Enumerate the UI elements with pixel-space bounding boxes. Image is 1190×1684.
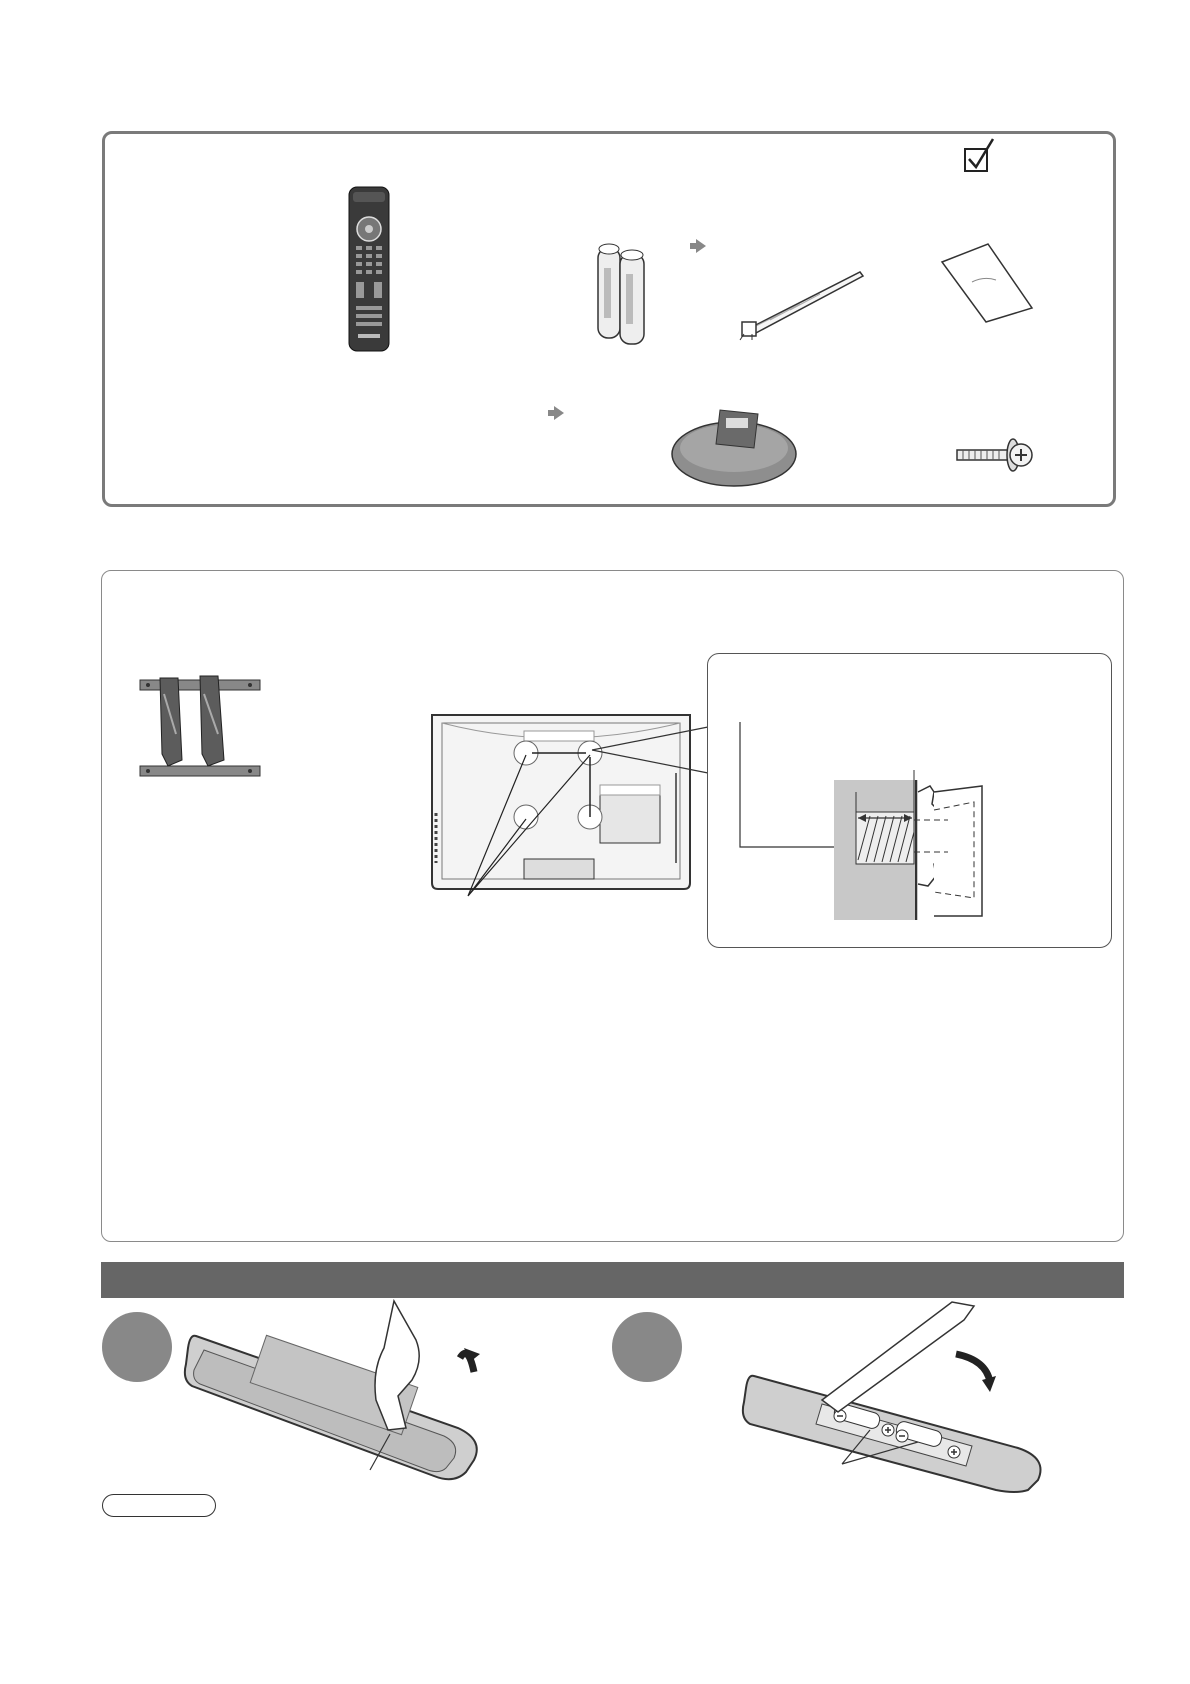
remote-insert-battery-icon xyxy=(742,1296,1054,1492)
screw-icon xyxy=(955,434,1033,476)
reference-arrow-icon xyxy=(690,239,706,253)
step-1-circle xyxy=(102,1312,172,1382)
pedestal-icon xyxy=(670,400,800,490)
section-banner xyxy=(101,1262,1124,1298)
note-label-pill xyxy=(102,1494,216,1517)
cable-tie-icon xyxy=(740,268,865,342)
booklet-icon xyxy=(940,242,1034,324)
zoom-connector-lines xyxy=(592,653,712,783)
battery-icon xyxy=(596,240,648,345)
step-2-circle xyxy=(612,1312,682,1382)
screw-detail-icon xyxy=(738,720,988,925)
wall-bracket-icon xyxy=(138,674,263,784)
reference-arrow-icon xyxy=(548,406,564,420)
checkbox-checked-icon xyxy=(963,137,1013,177)
remote-open-cover-icon xyxy=(184,1300,494,1480)
remote-control-icon xyxy=(348,186,390,352)
